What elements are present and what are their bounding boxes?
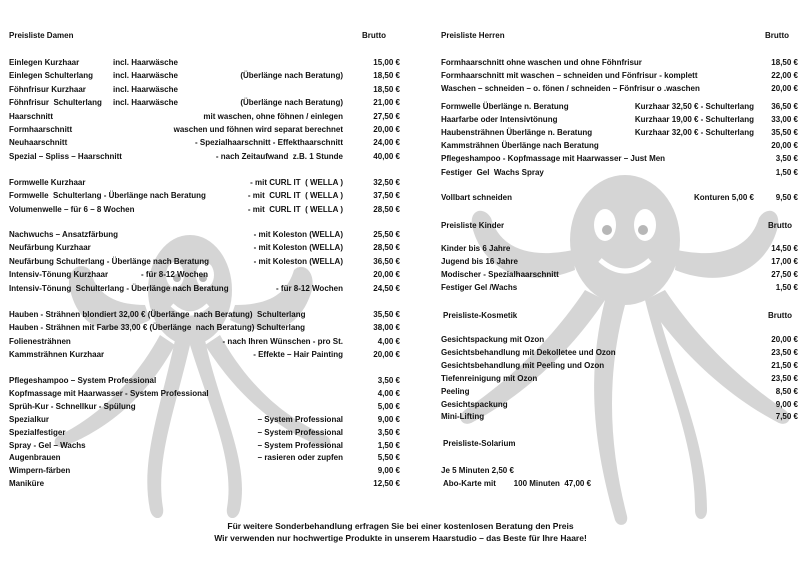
kinder-item-label: Jugend bis 16 Jahre xyxy=(441,257,518,267)
damen-item-label: Neufärbung Kurzhaar xyxy=(9,243,91,253)
kosmetik-item-price: 8,50 € xyxy=(775,386,798,396)
kinder-title: Preisliste Kinder xyxy=(441,221,505,230)
herren-item-detail: Kurzhaar 19,00 € - Schulterlang xyxy=(634,115,754,125)
kinder-item-label: Modischer - Spezialhaarschnitt xyxy=(441,270,559,280)
herren-item-label: Kammsträhnen Überlänge nach Beratung xyxy=(441,141,599,151)
damen-item-label: Föhnfrisur Schulterlang xyxy=(9,98,102,108)
damen-item-label: Kopfmassage mit Haarwasser - System Professional xyxy=(9,388,209,398)
herren-item-price: 35,50 € xyxy=(771,128,798,138)
damen-item-price: 4,00 € xyxy=(377,336,400,346)
herren-item-price: 20,00 € xyxy=(771,84,798,94)
damen-item-price: 20,00 € xyxy=(373,270,400,280)
damen-item-detail: – rasieren oder zupfen xyxy=(257,453,343,463)
damen-item-price: 36,50 € xyxy=(373,256,400,266)
herren-title: Preisliste Herren xyxy=(441,31,505,40)
damen-item-detail: - nach Ihren Wünschen - pro St. xyxy=(222,336,343,346)
damen-item-detail: – System Professional xyxy=(257,440,343,450)
damen-item-note: incl. Haarwäsche xyxy=(113,98,178,108)
kosmetik-title: Preisliste-Kosmetik xyxy=(443,311,518,320)
herren-item-label: Haubensträhnen Überlänge n. Beratung xyxy=(441,128,593,138)
damen-item-note: incl. Haarwäsche xyxy=(113,58,178,67)
kosmetik-item-label: Gesichtsbehandlung mit Peeling und Ozon xyxy=(441,360,605,370)
damen-item-price: 20,00 € xyxy=(373,350,400,360)
damen-item-detail: - nach Zeitaufwand z.B. 1 Stunde xyxy=(215,151,343,161)
herren-item-price: 22,00 € xyxy=(771,71,798,81)
damen-item-label: Spezialfestiger xyxy=(9,427,66,437)
herren-item-price: 33,00 € xyxy=(771,115,798,125)
damen-item-note: incl. Haarwäsche xyxy=(113,84,178,94)
herren-item-detail: Kurzhaar 32,50 € - Schulterlang xyxy=(634,102,754,111)
damen-item-price: 9,00 € xyxy=(377,466,400,476)
kosmetik-item-label: Tiefenreinigung mit Ozon xyxy=(441,373,538,383)
herren-item-label: Formwelle Überlänge n. Beratung xyxy=(441,102,569,111)
damen-item-note: incl. Haarwäsche xyxy=(113,71,178,81)
solarium-title: Preisliste-Solarium xyxy=(443,439,516,448)
damen-item-label: Föhnfrisur Kurzhaar xyxy=(9,84,86,94)
damen-item-price: 24,50 € xyxy=(373,283,400,293)
damen-item-price: 12,50 € xyxy=(373,479,400,489)
damen-item-label: Neufärbung Schulterlang - Überlänge nach Beratung xyxy=(9,256,210,266)
damen-item-label: Neuhaarschnitt xyxy=(9,138,68,148)
damen-item-detail: (Überlänge nach Beratung) xyxy=(240,98,343,108)
footer-line-2: Wir verwenden nur hochwertige Produkte in unserem Haarstudio – das Beste für Ihre Haare! xyxy=(214,533,587,543)
kosmetik-item-label: Gesichtspackung xyxy=(441,399,508,409)
herren-item-label: Haarfarbe oder Intensivtönung xyxy=(441,115,558,125)
damen-item-detail: - Effekte – Hair Painting xyxy=(253,350,343,360)
herren-item-price: 9,50 € xyxy=(775,193,798,202)
damen-brutto-header: Brutto xyxy=(362,31,386,40)
damen-item-detail: - mit Koleston (WELLA) xyxy=(253,230,343,239)
damen-item-label: Einlegen Schulterlang xyxy=(9,71,94,81)
damen-item-label: Pflegeshampoo – System Professional xyxy=(9,376,157,385)
herren-item-label: Formhaarschnitt mit waschen – schneiden und Fönfrisur - komplett xyxy=(441,71,698,81)
herren-item-price: 1,50 € xyxy=(775,167,798,177)
damen-item-label: Nachwuchs – Ansatzfärbung xyxy=(9,230,119,239)
damen-item-price: 18,50 € xyxy=(373,71,400,81)
damen-item-label: Haarschnitt xyxy=(9,111,54,121)
herren-brutto-header: Brutto xyxy=(765,31,789,40)
damen-item-price: 35,50 € xyxy=(373,310,400,319)
herren-item-label: Festiger Gel Wachs Spray xyxy=(441,167,544,177)
damen-item-detail: - mit Koleston (WELLA) xyxy=(253,256,343,266)
kinder-item-price: 14,50 € xyxy=(771,244,798,253)
damen-item-detail: - mit CURL IT ( WELLA ) xyxy=(247,191,343,201)
herren-item-price: 36,50 € xyxy=(771,102,798,111)
damen-item-price: 9,00 € xyxy=(377,414,400,424)
damen-item-label: Spray - Gel – Wachs xyxy=(9,440,86,450)
damen-item-price: 24,00 € xyxy=(373,138,400,148)
kinder-brutto-header: Brutto xyxy=(768,221,792,230)
damen-item-label: Formhaarschnitt xyxy=(9,125,73,134)
damen-item-price: 3,50 € xyxy=(377,427,400,437)
herren-item-label: Waschen – schneiden – o. fönen / schneiden – Fönfrisur o .waschen xyxy=(441,84,700,94)
damen-item-label: Einlegen Kurzhaar xyxy=(9,58,80,67)
herren-item-detail: Kurzhaar 32,00 € - Schulterlang xyxy=(634,128,754,138)
damen-item-price: 20,00 € xyxy=(373,125,400,134)
damen-item-label: Intensiv-Tönung Schulterlang - Überlänge nach Beratung xyxy=(9,283,229,293)
herren-item-label: Vollbart schneiden xyxy=(441,193,512,202)
kosmetik-item-label: Gesichtsbehandlung mit Dekolletee und Ozon xyxy=(441,347,616,357)
herren-item-label: Formhaarschnitt ohne waschen und ohne Föhnfrisur xyxy=(441,58,642,67)
damen-item-label: Hauben - Strähnen mit Farbe 33,00 € (Überlänge nach Beratung) Schulterlang xyxy=(9,323,306,333)
damen-item-detail: - mit CURL IT ( WELLA ) xyxy=(250,178,343,187)
kinder-item-price: 27,50 € xyxy=(771,270,798,280)
damen-item-label: Maniküre xyxy=(9,479,45,489)
damen-item-price: 4,00 € xyxy=(377,388,400,398)
damen-item-price: 27,50 € xyxy=(373,111,400,121)
kosmetik-item-label: Mini-Lifting xyxy=(441,412,485,422)
damen-item-detail: – System Professional xyxy=(257,427,343,437)
damen-item-label: Spezial – Spliss – Haarschnitt xyxy=(9,151,122,161)
herren-item-price: 18,50 € xyxy=(771,58,798,67)
kinder-item-price: 17,00 € xyxy=(771,257,798,267)
kinder-item-label: Kinder bis 6 Jahre xyxy=(441,244,511,253)
damen-item-label: Folienesträhnen xyxy=(9,336,71,346)
damen-item-price: 5,00 € xyxy=(377,401,400,411)
damen-item-price: 1,50 € xyxy=(377,440,400,450)
footer-line-1: Für weitere Sonderbehandlung erfragen Sie bei einer kostenlosen Beratung den Preis xyxy=(227,521,574,531)
damen-item-price: 18,50 € xyxy=(373,84,400,94)
damen-item-price: 28,50 € xyxy=(373,204,400,214)
damen-item-label: Formwelle Kurzhaar xyxy=(9,178,86,187)
damen-item-label: Kammsträhnen Kurzhaar xyxy=(9,350,105,360)
damen-item-note: - für 8-12 Wochen xyxy=(141,270,208,280)
damen-item-label: Spezialkur xyxy=(9,414,50,424)
damen-item-label: Volumenwelle – für 6 – 8 Wochen xyxy=(9,204,135,214)
damen-item-detail: – System Professional xyxy=(257,414,343,424)
damen-item-detail: - mit CURL IT ( WELLA ) xyxy=(247,204,343,214)
solarium-line-1: Je 5 Minuten 2,50 € xyxy=(441,466,514,475)
kosmetik-item-label: Gesichtspackung mit Ozon xyxy=(441,335,545,344)
kosmetik-item-label: Peeling xyxy=(441,386,470,396)
damen-item-detail: (Überlänge nach Beratung) xyxy=(240,71,343,81)
kosmetik-item-price: 23,50 € xyxy=(771,347,798,357)
herren-item-price: 20,00 € xyxy=(771,141,798,151)
damen-item-detail: - mit Koleston (WELLA) xyxy=(253,243,343,253)
kosmetik-item-price: 9,00 € xyxy=(775,399,798,409)
damen-item-label: Sprüh-Kur - Schnellkur - Spülung xyxy=(9,401,136,411)
kosmetik-item-price: 23,50 € xyxy=(771,373,798,383)
kosmetik-brutto-header: Brutto xyxy=(768,311,792,320)
herren-item-detail: Konturen 5,00 € xyxy=(693,193,754,202)
damen-item-price: 25,50 € xyxy=(373,230,400,239)
damen-item-price: 28,50 € xyxy=(373,243,400,253)
kosmetik-item-price: 20,00 € xyxy=(771,335,798,344)
damen-item-detail: - Spezialhaarschnitt - Effekthaarschnitt xyxy=(194,138,343,148)
damen-item-price: 21,00 € xyxy=(373,98,400,108)
damen-item-price: 37,50 € xyxy=(373,191,400,201)
kosmetik-item-price: 21,50 € xyxy=(771,360,798,370)
damen-title: Preisliste Damen xyxy=(9,31,74,40)
damen-item-price: 3,50 € xyxy=(377,376,400,385)
kinder-item-label: Festiger Gel /Wachs xyxy=(441,283,518,293)
damen-item-label: Intensiv-Tönung Kurzhaar xyxy=(9,270,109,280)
damen-item-detail: - für 8-12 Wochen xyxy=(276,283,343,293)
kosmetik-item-price: 7,50 € xyxy=(775,412,798,422)
damen-item-label: Augenbrauen xyxy=(9,453,61,463)
herren-item-label: Pflegeshampoo - Kopfmassage mit Haarwasser – Just Men xyxy=(441,154,666,164)
damen-item-price: 5,50 € xyxy=(377,453,400,463)
solarium-line-2: Abo-Karte mit 100 Minuten 47,00 € xyxy=(443,479,592,488)
damen-item-detail: waschen und föhnen wird separat berechnet xyxy=(173,125,343,134)
damen-item-label: Hauben - Strähnen blondiert 32,00 € (Überlänge nach Beratung) Schulterlang xyxy=(9,310,306,319)
damen-item-label: Wimpern-färben xyxy=(9,466,71,476)
damen-item-detail: mit waschen, ohne föhnen / einlegen xyxy=(203,111,343,121)
herren-item-price: 3,50 € xyxy=(775,154,798,164)
damen-item-label: Formwelle Schulterlang - Überlänge nach Beratung xyxy=(9,191,206,201)
damen-item-price: 15,00 € xyxy=(373,58,400,67)
damen-item-price: 32,50 € xyxy=(373,178,400,187)
damen-item-price: 40,00 € xyxy=(373,151,400,161)
damen-item-price: 38,00 € xyxy=(373,323,400,333)
kinder-item-price: 1,50 € xyxy=(775,283,798,293)
